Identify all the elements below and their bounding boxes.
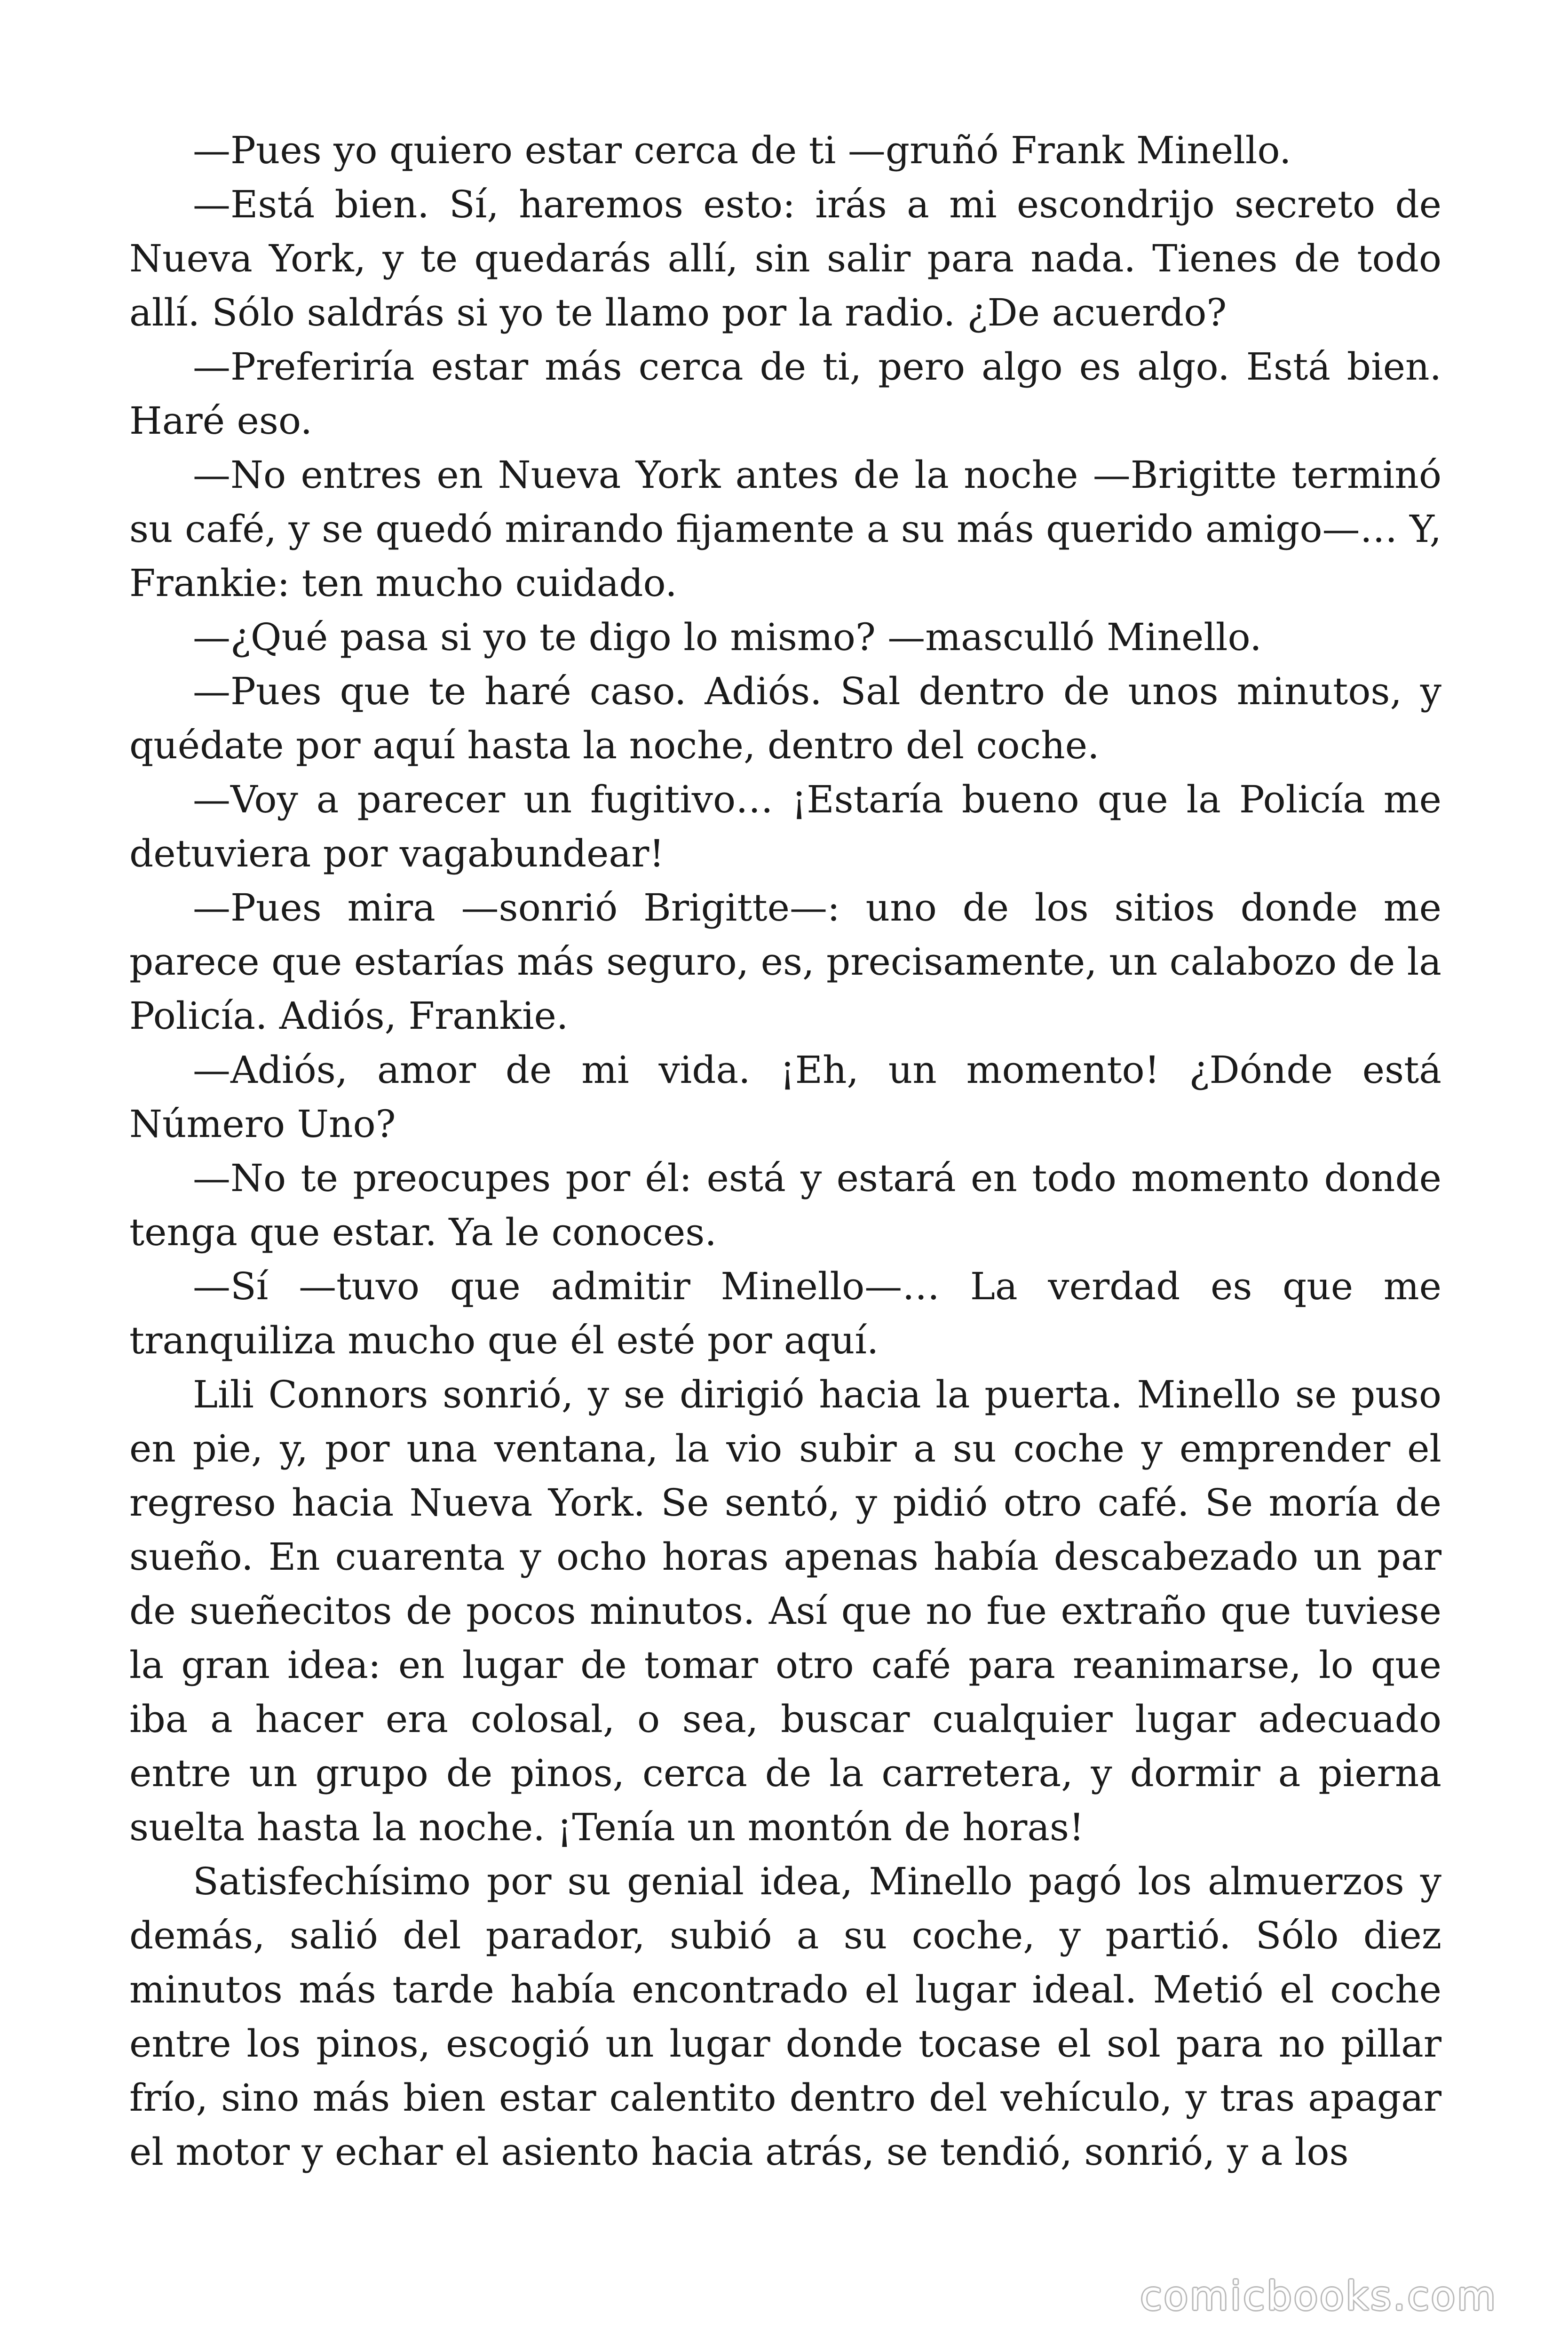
paragraph: —Pues que te haré caso. Adiós. Sal dentro de unos minutos, y quédate por aquí hasta la noche, dentro del coche. (129, 669, 1441, 767)
paragraph: —Adiós, amor de mi vida. ¡Eh, un momento! ¿Dónde está Número Uno? (129, 1048, 1441, 1146)
paragraph: —Pues yo quiero estar cerca de ti —gruñó Frank Minello. (193, 128, 1291, 172)
paragraph: —Pues mira —sonrió Brigitte—: uno de los sitios donde me parece que estarías más seguro, es, precisamente, un calabozo de la Policía. Adiós, Frankie. (129, 886, 1441, 1038)
paragraph: —¿Qué pasa si yo te digo lo mismo? —masculló Minello. (193, 615, 1262, 659)
paragraph: Lili Connors sonrió, y se dirigió hacia la puerta. Minello se puso en pie, y, por una ventana, la vio subir a su coche y emprender el regreso hacia Nueva York. Se sentó, y pidió otro café. Se moría de sueño. En cuarenta y ocho horas apenas había descabezado un par de sueñecitos de pocos minutos. Así que no fue extraño que tuviese la gran idea: en lugar de tomar otro café para reanimarse, lo que iba a hacer era colosal, o sea, buscar cualquier lugar adecuado entre un grupo de pinos, cerca de la carretera, y dormir a pierna suelta hasta la noche. ¡Tenía un montón de horas! (129, 1373, 1441, 1849)
paragraph: —Voy a parecer un fugitivo… ¡Estaría bueno que la Policía me detuviera por vagabundear! (129, 778, 1441, 875)
paragraph: —No te preocupes por él: está y estará en todo momento donde tenga que estar. Ya le conoces. (129, 1156, 1441, 1254)
paragraph: —No entres en Nueva York antes de la noche —Brigitte terminó su café, y se quedó mirando fijamente a su más querido amigo—… Y, Frankie: ten mucho cuidado. (129, 453, 1441, 605)
paragraph: Satisfechísimo por su genial idea, Minello pagó los almuerzos y demás, salió del parador, subió a su coche, y partió. Sólo diez minutos más tarde había encontrado el lugar ideal. Metió el coche entre los pinos, escogió un lugar donde tocase el sol para no pillar frío, sino más bien estar calentito dentro del vehículo, y tras apagar el motor y echar el asiento hacia atrás, se tendió, sonrió, y a los (129, 1859, 1441, 2174)
paragraph: —Preferiría estar más cerca de ti, pero algo es algo. Está bien. Haré eso. (129, 345, 1441, 443)
watermark: comicbooks.com (1140, 2273, 1497, 2319)
paragraph: —Sí —tuvo que admitir Minello—… La verdad es que me tranquiliza mucho que él esté por aquí. (129, 1264, 1441, 1362)
page-body (129, 123, 1441, 2179)
paragraph: —Está bien. Sí, haremos esto: irás a mi escondrijo secreto de Nueva York, y te quedarás allí, sin salir para nada. Tienes de todo allí. Sólo saldrás si yo te llamo por la radio. ¿De acuerdo? (129, 183, 1441, 334)
